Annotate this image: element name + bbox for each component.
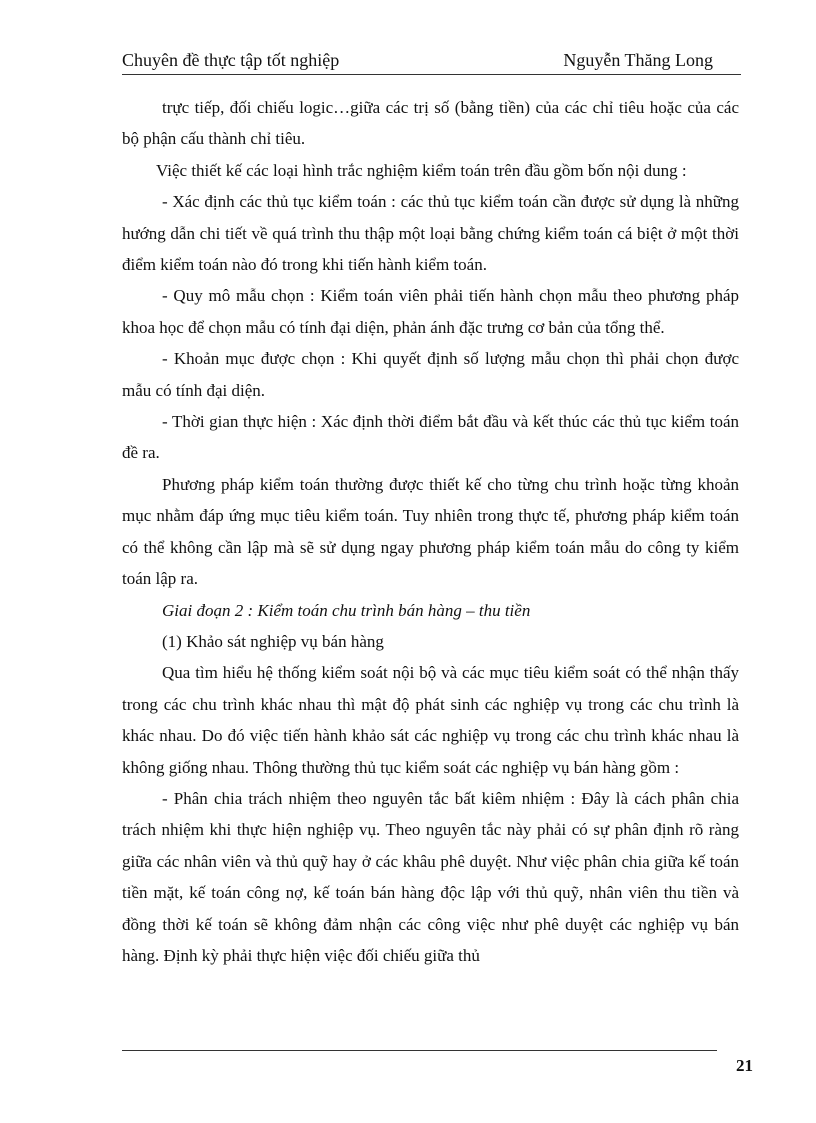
paragraph-internal-control: Qua tìm hiểu hệ thống kiểm soát nội bộ và các mục tiêu kiểm soát có thể nhận thấy trong các chu trình khác nhau thì mật độ phát sinh các nghiệp vụ trong các chu trình là khác nhau. Do đó việc tiến hành khảo sát các nghiệp vụ trong các chu trình khác nhau là không giống nhau. Thông thường thủ tục kiểm soát các nghiệp vụ bán hàng gồm : [122, 663, 739, 777]
page-header [122, 46, 741, 75]
paragraph-design-intro: Việc thiết kế các loại hình trắc nghiệm kiểm toán trên đầu gồm bốn nội dung : [156, 160, 687, 180]
paragraph-selected-items: - Khoản mục được chọn : Khi quyết định số lượng mẫu chọn thì phải chọn được mẫu có tính đại diện. [122, 349, 739, 400]
paragraph-audit-method: Phương pháp kiểm toán thường được thiết kế cho từng chu trình hoặc từng khoản mục nhằm đáp ứng mục tiêu kiểm toán. Tuy nhiên trong thực tế, phương pháp kiểm toán có thể không cần lập mà sẽ sử dụng ngay phương pháp kiểm toán mẫu do công ty kiểm toán lập ra. [122, 474, 739, 589]
paragraph-timing: - Thời gian thực hiện : Xác định thời điểm bắt đầu và kết thúc các thủ tục kiểm toán đề ra. [122, 412, 739, 463]
header-document-title: Chuyên đề thực tập tốt nghiệp [122, 50, 340, 70]
paragraph-segregation-of-duties: - Phân chia trách nhiệm theo nguyên tắc bất kiêm nhiệm : Đây là cách phân chia trách nhiệm khi thực hiện nghiệp vụ. Theo nguyên tắc này phải có sự phân định rõ ràng giữa các nhân viên và thủ quỹ hay ở các khâu phê duyệt. Như việc phân chia giữa kế toán tiền mặt, kế toán công nợ, kế toán bán hàng độc lập với thủ quỹ, nhân viên thu tiền và đồng thời kế toán sẽ không đảm nhận các công việc như phê duyệt các nghiệp vụ bán hàng. Định kỳ phải thực hiện việc đối chiếu giữa thủ [122, 788, 739, 965]
section-heading-stage-2: Giai đoạn 2 : Kiểm toán chu trình bán hàng – thu tiền [162, 600, 531, 620]
footer-divider [122, 1050, 717, 1051]
document-body [122, 92, 739, 971]
paragraph-sample-size: - Quy mô mẫu chọn : Kiểm toán viên phải tiến hành chọn mẫu theo phương pháp khoa học để chọn mẫu có tính đại diện, phản ánh đặc trưng cơ bản của tổng thể. [122, 286, 739, 337]
header-author-name: Nguyễn Thăng Long [563, 50, 713, 70]
paragraph-procedures: - Xác định các thủ tục kiểm toán : các thủ tục kiểm toán cần được sử dụng là những hướng dẫn chi tiết về quá trình thu thập một loại bằng chứng kiểm toán cá biệt ở một thời điểm kiểm toán nào đó trong khi tiến hành kiểm toán. [122, 192, 739, 275]
paragraph-continuation: trực tiếp, đối chiếu logic…giữa các trị số (bằng tiền) của các chỉ tiêu hoặc của các bộ phận cấu thành chỉ tiêu. [122, 98, 739, 149]
page-number: 21 [736, 1056, 753, 1075]
subsection-heading-sales-survey: (1) Khảo sát nghiệp vụ bán hàng [162, 631, 384, 651]
